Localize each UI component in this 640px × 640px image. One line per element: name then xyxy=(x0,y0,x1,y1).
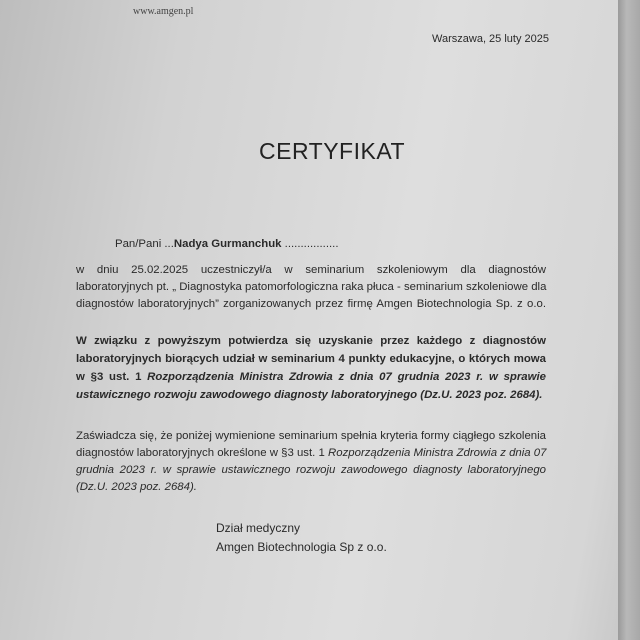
page-edge-shadow xyxy=(618,0,640,640)
text-run-italic: Rozporządzenia Ministra Zdrowia z dnia 07 grudnia 2023 r. w sprawie xyxy=(147,371,546,383)
paragraph-line xyxy=(76,447,546,459)
text-run-italic: ustawicznego rozwoju zawodowego diagnosty laboratoryjnego (Dz.U. 2023 poz. 2684). xyxy=(76,389,543,401)
paragraph-line: diagnostów laboratoryjnych” zorganizowanych przez firmę Amgen Biotechnologia Sp. z o.o. xyxy=(76,298,546,310)
recipient-suffix: ................. xyxy=(281,238,339,250)
paragraph-line xyxy=(76,371,546,383)
paragraph-line xyxy=(76,464,546,476)
paragraph-line xyxy=(76,389,546,401)
recipient-name: Nadya Gurmanchuk xyxy=(173,238,282,250)
paragraph-line xyxy=(76,481,546,493)
text-run: diagnostów laboratoryjnych określone w §3 ust. 1 xyxy=(76,447,329,459)
text-run-italic: Rozporządzenia Ministra Zdrowia z dnia 07 xyxy=(328,447,547,459)
paragraph-line: laboratoryjnych pt. „ Diagnostyka patomorfologiczna raka płuca - seminarium szkoleniowe dla xyxy=(76,281,547,293)
recipient-line xyxy=(115,238,338,250)
paragraph-line: w dniu 25.02.2025 uczestniczył/a w seminarium szkoleniowym dla diagnostów xyxy=(76,264,546,276)
paragraph-line: laboratoryjnych biorących udział w seminarium 4 punkty edukacyjne, o których mowa xyxy=(76,353,546,365)
header-website: www.amgen.pl xyxy=(133,6,194,17)
place-date: Warszawa, 25 luty 2025 xyxy=(432,33,549,45)
text-run: w §3 ust. 1 xyxy=(76,371,148,383)
paragraph-line: W związku z powyższym potwierdza się uzyskanie przez każdego z diagnostów xyxy=(76,335,546,347)
recipient-prefix: Pan/Pani ... xyxy=(115,238,174,250)
paragraph-line: Zaświadcza się, że poniżej wymienione seminarium spełnia kryteria formy ciągłego szkolenia xyxy=(76,430,546,442)
text-run-italic: (Dz.U. 2023 poz. 2684). xyxy=(76,481,197,493)
certificate-title: CERTYFIKAT xyxy=(259,138,405,164)
signature-company: Amgen Biotechnologia Sp z o.o. xyxy=(216,540,387,554)
signature-department: Dział medyczny xyxy=(216,521,301,535)
text-run-italic: grudnia 2023 r. w sprawie ustawicznego rozwoju zawodowego diagnosty laboratoryjnego xyxy=(76,464,546,476)
